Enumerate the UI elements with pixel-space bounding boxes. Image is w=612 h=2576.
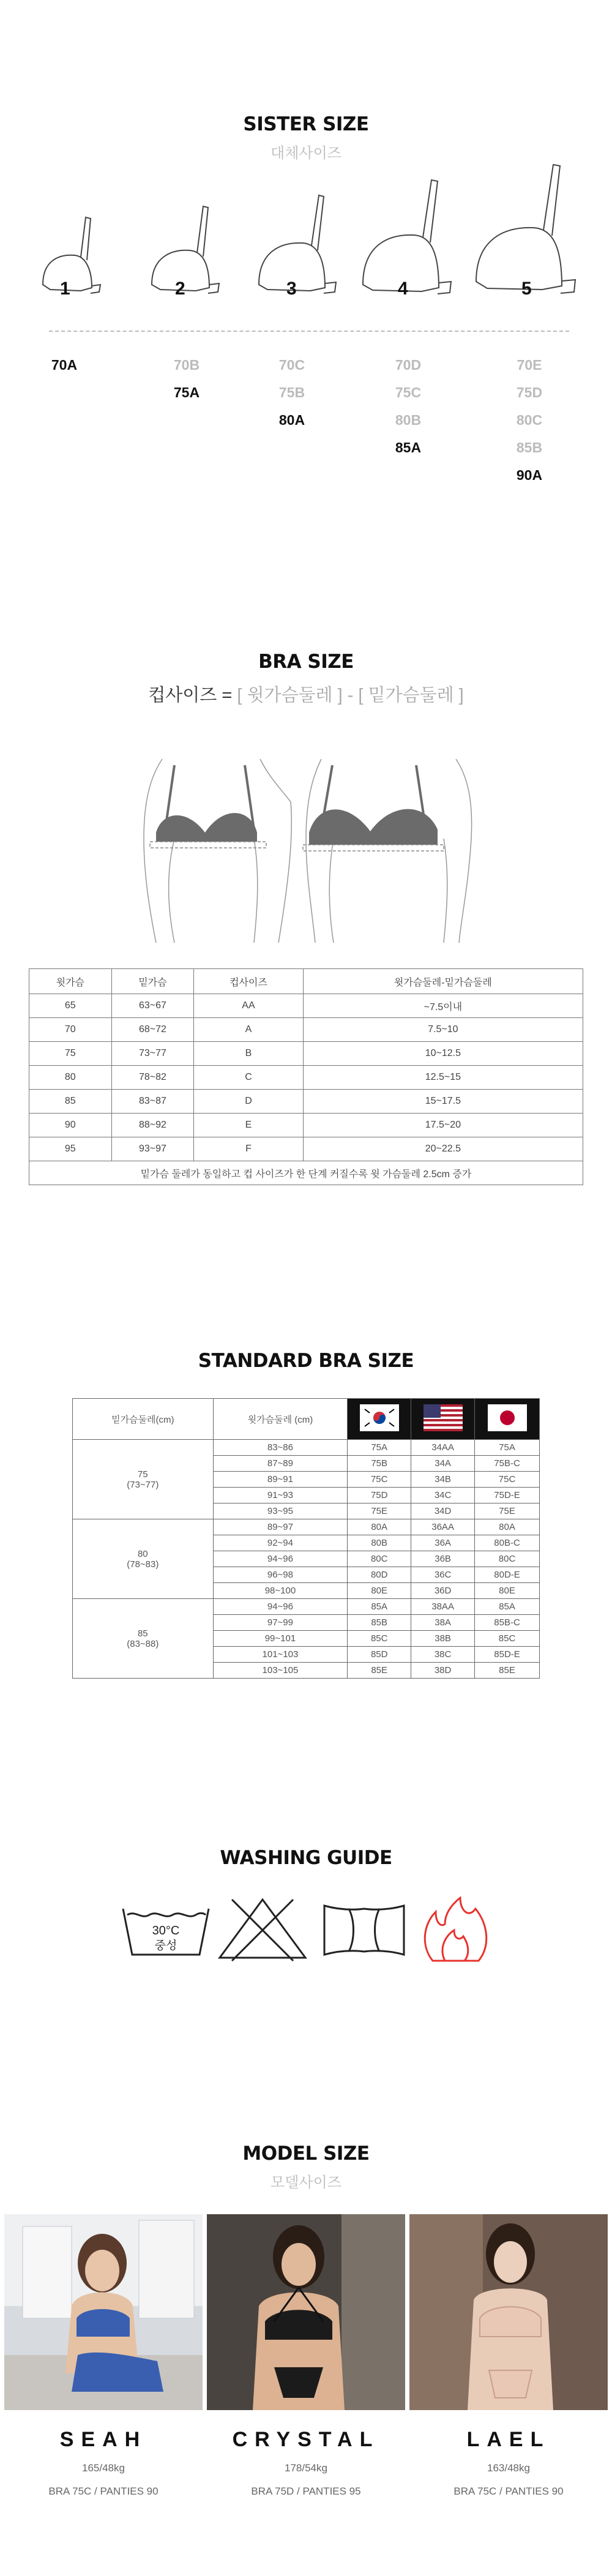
table-cell: 90 (29, 1114, 112, 1137)
sister-size-cell: 80A (278, 412, 305, 428)
table-cell: 87~89 (213, 1456, 348, 1472)
table-cell: 93~97 (111, 1137, 194, 1161)
cup-diagram-row (0, 156, 612, 321)
table-cell: 93~95 (213, 1503, 348, 1519)
cup-icon-4 (358, 171, 462, 309)
table-cell: D (194, 1090, 304, 1114)
table-cell: 38D (411, 1663, 475, 1679)
table-cell: 85D (348, 1647, 411, 1663)
standard-bra-size-title: STANDARD BRA SIZE (198, 1350, 414, 1372)
table-cell: 85E (475, 1663, 540, 1679)
table-cell: 89~97 (213, 1519, 348, 1535)
table-cell: 88~92 (111, 1114, 194, 1137)
table-cell: 36A (411, 1535, 475, 1551)
table-cell: 85C (348, 1631, 411, 1647)
table-cell: 75E (475, 1503, 540, 1519)
underbust-label: 85 (137, 1628, 148, 1639)
table-row (29, 1114, 583, 1137)
table-cell: 85B (348, 1615, 411, 1631)
underbust-range: (83~88) (127, 1638, 159, 1649)
underbust-group-cell (73, 1519, 214, 1599)
table-cell: 85E (348, 1663, 411, 1679)
table-cell: 80C (348, 1551, 411, 1567)
sister-size-cell: 75D (516, 384, 543, 400)
cup-formula (0, 681, 612, 706)
table-cell: 34AA (411, 1440, 475, 1456)
model-size-subtitle: 모델사이즈 (271, 2174, 341, 2191)
table-cell: 80A (348, 1519, 411, 1535)
table-cell: ~7.5이내 (303, 994, 583, 1018)
table-cell: 98~100 (213, 1583, 348, 1599)
underbust-group-cell (73, 1599, 214, 1679)
table-cell: F (194, 1137, 304, 1161)
formula-main: 컵사이즈 = (148, 686, 237, 705)
hand-wash-icon (120, 1896, 212, 1964)
table-cell: 97~99 (213, 1615, 348, 1631)
table-cell: 36C (411, 1567, 475, 1583)
model-name-crystal: CRYSTAL (232, 2428, 380, 2451)
bra-table-note: 밑가슴 둘레가 동일하고 컵 사이즈가 한 단계 커질수록 윗 가슴둘레 2.5cm 증가 (29, 1161, 583, 1185)
model-name-lael: LAEL (466, 2428, 551, 2451)
underbust-range: (78~83) (127, 1559, 159, 1570)
model-size-lael: BRA 75C / PANTIES 90 (453, 2485, 564, 2497)
sister-size-cell: 80B (395, 412, 422, 428)
cup-icon-3 (254, 187, 346, 309)
table-cell: 70 (29, 1018, 112, 1042)
std-header-bust: 윗가슴둘레 (cm) (213, 1399, 348, 1440)
table-cell: 103~105 (213, 1663, 348, 1679)
table-cell: 38B (411, 1631, 475, 1647)
table-cell: 85D-E (475, 1647, 540, 1663)
table-cell: 7.5~10 (303, 1018, 583, 1042)
japan-flag-icon (488, 1404, 527, 1431)
sister-size-title: SISTER SIZE (243, 113, 369, 135)
table-cell: 75 (29, 1042, 112, 1066)
underbust-label: 75 (137, 1469, 148, 1480)
table-cell: 36B (411, 1551, 475, 1567)
table-cell: 75E (348, 1503, 411, 1519)
sister-size-cell: 85B (516, 440, 543, 455)
table-cell: 75B (348, 1456, 411, 1472)
table-cell: 80B-C (475, 1535, 540, 1551)
table-cell: 68~72 (111, 1018, 194, 1042)
table-cell: 80C (475, 1551, 540, 1567)
table-cell: 85C (475, 1631, 540, 1647)
bra-size-title: BRA SIZE (258, 651, 354, 673)
table-cell: 83~87 (111, 1090, 194, 1114)
table-cell: 92~94 (213, 1535, 348, 1551)
table-cell: 75C (348, 1472, 411, 1488)
table-row (29, 1090, 583, 1114)
usa-flag-icon (424, 1404, 463, 1431)
table-cell: E (194, 1114, 304, 1137)
table-cell: 99~101 (213, 1631, 348, 1647)
table-cell: 80A (475, 1519, 540, 1535)
table-cell: 36AA (411, 1519, 475, 1535)
table-cell: 80D-E (475, 1567, 540, 1583)
table-cell: 78~82 (111, 1066, 194, 1090)
table-cell: 89~91 (213, 1472, 348, 1488)
table-cell: 85 (29, 1090, 112, 1114)
table-cell: 80B (348, 1535, 411, 1551)
table-cell: 75A (475, 1440, 540, 1456)
sister-size-cell: 85A (395, 440, 422, 455)
bra-table-header: 밑가슴 (111, 969, 194, 994)
table-cell: 91~93 (213, 1488, 348, 1503)
table-cell: 85B-C (475, 1615, 540, 1631)
table-cell: 10~12.5 (303, 1042, 583, 1066)
table-cell: 65 (29, 994, 112, 1018)
table-cell: 80 (29, 1066, 112, 1090)
no-tumble-dry-flame-icon (420, 1896, 494, 1964)
underbust-range: (73~77) (127, 1479, 159, 1490)
table-row (29, 994, 583, 1018)
table-cell: 17.5~20 (303, 1114, 583, 1137)
bra-table-header: 윗가슴 (29, 969, 112, 994)
cup-number-1: 1 (60, 279, 70, 299)
bra-table-header: 컵사이즈 (194, 969, 304, 994)
table-row (73, 1440, 540, 1456)
table-cell: 20~22.5 (303, 1137, 583, 1161)
model-photo-lael (409, 2214, 608, 2410)
table-cell: C (194, 1066, 304, 1090)
model-stats-crystal: 178/54kg (285, 2462, 327, 2474)
table-cell: 101~103 (213, 1647, 348, 1663)
table-cell: 38AA (411, 1599, 475, 1615)
table-cell: 12.5~15 (303, 1066, 583, 1090)
table-cell: 80E (475, 1583, 540, 1599)
sister-size-cell: 75C (395, 384, 422, 400)
sister-size-cell: 75B (278, 384, 305, 400)
table-cell: 94~96 (213, 1551, 348, 1567)
table-cell: 75D (348, 1488, 411, 1503)
table-cell: 75A (348, 1440, 411, 1456)
model-size-crystal: BRA 75D / PANTIES 95 (251, 2485, 361, 2497)
table-cell: 38A (411, 1615, 475, 1631)
sister-size-cell: 70C (278, 357, 305, 373)
bra-measure-illustration (138, 753, 474, 943)
sister-size-cell: 70A (51, 357, 78, 373)
table-cell: 34A (411, 1456, 475, 1472)
cup-icon-2 (147, 199, 226, 309)
cup-number-3: 3 (286, 279, 297, 299)
korea-flag-header (348, 1399, 411, 1440)
table-cell: 80D (348, 1567, 411, 1583)
table-row (29, 1018, 583, 1042)
cup-number-4: 4 (398, 279, 408, 299)
sister-size-cell: 70E (517, 357, 542, 373)
table-row (29, 1137, 583, 1161)
model-stats-seah: 165/48kg (82, 2462, 125, 2474)
korea-flag-icon (360, 1404, 399, 1431)
std-header-underbust: 밑가슴둘레(cm) (73, 1399, 214, 1440)
table-cell: 83~86 (213, 1440, 348, 1456)
sister-size-subtitle: 대체사이즈 (271, 145, 341, 162)
standard-bra-size-table (72, 1398, 540, 1679)
table-cell: 85A (348, 1599, 411, 1615)
cup-number-5: 5 (521, 279, 532, 299)
no-bleach-icon (217, 1896, 308, 1964)
model-size-title: MODEL SIZE (242, 2143, 370, 2165)
usa-flag-header (411, 1399, 475, 1440)
table-cell: 15~17.5 (303, 1090, 583, 1114)
washing-guide-title: WASHING GUIDE (220, 1847, 392, 1869)
sister-size-cell: 70B (173, 357, 200, 373)
wash-temp: 30°C (152, 1924, 180, 1938)
table-cell: 75D-E (475, 1488, 540, 1503)
cup-icon-1 (38, 211, 105, 309)
table-cell: 34D (411, 1503, 475, 1519)
cup-number-2: 2 (175, 279, 185, 299)
model-photo-crystal (207, 2214, 405, 2410)
bra-size-table (29, 968, 583, 1185)
table-row (73, 1519, 540, 1535)
model-photo-seah (4, 2214, 203, 2410)
table-cell: 36D (411, 1583, 475, 1599)
table-cell: 34B (411, 1472, 475, 1488)
underbust-group-cell (73, 1440, 214, 1519)
model-stats-lael: 163/48kg (487, 2462, 530, 2474)
table-cell: 63~67 (111, 994, 194, 1018)
table-row (73, 1599, 540, 1615)
model-name-seah: SEAH (59, 2428, 147, 2451)
table-cell: 75B-C (475, 1456, 540, 1472)
table-cell: 80E (348, 1583, 411, 1599)
formula-rest: [ 윗가슴둘레 ] - [ 밑가슴둘레 ] (237, 686, 464, 705)
model-size-seah: BRA 75C / PANTIES 90 (48, 2485, 159, 2497)
table-cell: 34C (411, 1488, 475, 1503)
sister-size-cell: 90A (516, 467, 543, 483)
sister-size-cell: 75A (173, 384, 200, 400)
table-cell: A (194, 1018, 304, 1042)
table-cell: 85A (475, 1599, 540, 1615)
table-cell: B (194, 1042, 304, 1066)
sister-size-cell: 80C (516, 412, 543, 428)
table-cell: 73~77 (111, 1042, 194, 1066)
wash-temp-sub: 중성 (154, 1939, 177, 1952)
no-wring-icon (321, 1896, 407, 1964)
table-cell: AA (194, 994, 304, 1018)
table-cell: 96~98 (213, 1567, 348, 1583)
sister-size-cell: 70D (395, 357, 422, 373)
table-cell: 95 (29, 1137, 112, 1161)
table-row (29, 1042, 583, 1066)
bra-table-header: 윗가슴둘레-밑가슴둘레 (303, 969, 583, 994)
table-row (29, 1066, 583, 1090)
table-cell: 94~96 (213, 1599, 348, 1615)
table-cell: 75C (475, 1472, 540, 1488)
japan-flag-header (475, 1399, 540, 1440)
divider-dashed (49, 331, 569, 332)
underbust-label: 80 (137, 1548, 148, 1559)
table-cell: 38C (411, 1647, 475, 1663)
